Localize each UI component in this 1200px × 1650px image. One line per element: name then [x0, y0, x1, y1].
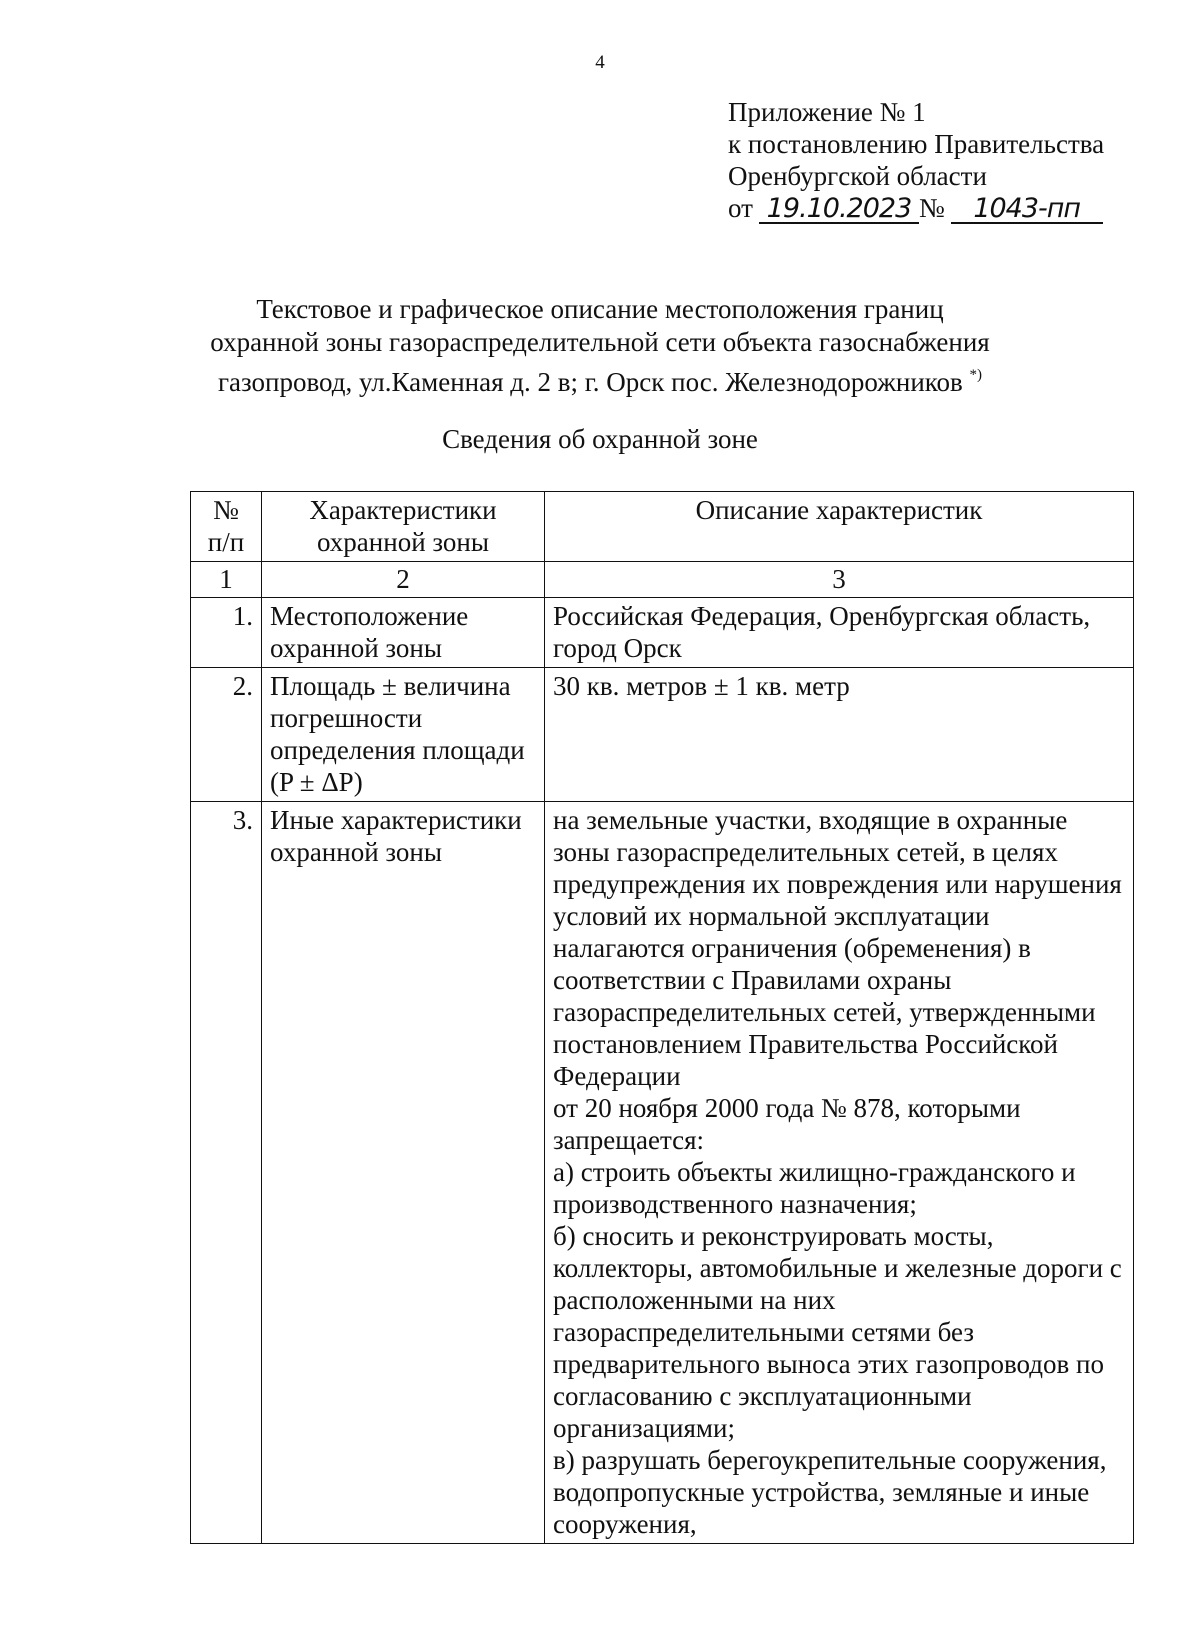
annex-title: Приложение № 1: [728, 97, 926, 127]
section-title: Сведения об охранной зоне: [442, 424, 758, 454]
header-description: Описание характеристик: [545, 492, 1134, 562]
description-paragraph: от 20 ноября 2000 года № 878, которыми запрещается:: [553, 1093, 1021, 1155]
row-number: 1.: [191, 598, 262, 668]
description-paragraph: а) строить объекты жилищно-гражданского и производственного назначения;: [553, 1157, 1076, 1219]
handwritten-date: 19.10.2023: [759, 196, 919, 224]
row-description: [545, 668, 1134, 802]
column-index-1: 1: [191, 562, 262, 598]
protection-zone-table: [190, 491, 1134, 1544]
column-index-3: 3: [545, 562, 1134, 598]
annex-line-resolution: к постановлению Правительства: [728, 129, 1105, 159]
row-description: [545, 802, 1134, 1544]
description-paragraph: Российская Федерация, Оренбургская область, город Орск: [553, 601, 1091, 663]
row-number: 3.: [191, 802, 262, 1544]
row-number: 2.: [191, 668, 262, 802]
title-line-2: охранной зоны газораспределительной сети объекта газоснабжения: [210, 327, 990, 357]
description-paragraph: в) разрушать берегоукрепительные сооружения, водопропускные устройства, земляные и иные сооружения,: [553, 1445, 1107, 1539]
page-number: 4: [595, 52, 605, 73]
table-row: [191, 668, 1134, 802]
column-index-row: [191, 562, 1134, 598]
row-characteristic: Иные характеристики охранной зоны: [262, 802, 545, 1544]
row-characteristic: Площадь ± величина погрешности определения площади (P ± ΔP): [262, 668, 545, 802]
description-paragraph: б) сносить и реконструировать мосты, коллекторы, автомобильные и железные дороги с расположенными на них газораспределительными сетями без предварительного выноса этих газопроводов по согласованию с эксплуатационными организациями;: [553, 1221, 1122, 1443]
footnote-mark: *): [969, 367, 983, 383]
header-number: № п/п: [191, 492, 262, 562]
annex-date-number-line: [728, 192, 1104, 224]
description-paragraph: 30 кв. метров ± 1 кв. метр: [553, 671, 850, 701]
title-line-1: Текстовое и графическое описание местоположения границ: [256, 294, 944, 324]
annex-block: [728, 96, 1104, 224]
date-prefix: от: [728, 193, 753, 223]
column-index-2: 2: [262, 562, 545, 598]
description-paragraph: на земельные участки, входящие в охранные зоны газораспределительных сетей, в целях предупреждения их повреждения или нарушения условий их нормальной эксплуатации налагаются ограничения (обременения) в соответствии с Правилами охраны газораспределительных сетей, утвержденными постановлением Правительства Российской Федерации: [553, 805, 1122, 1091]
table-row: [191, 802, 1134, 1544]
row-description: [545, 598, 1134, 668]
table-row: [191, 598, 1134, 668]
header-characteristic: Характеристики охранной зоны: [262, 492, 545, 562]
title-line-3-text: газопровод, ул.Каменная д. 2 в; г. Орск пос. Железнодорожников: [217, 367, 963, 397]
document-title: [0, 293, 1200, 399]
handwritten-number: 1043-пп: [951, 196, 1103, 224]
number-prefix: №: [918, 193, 945, 223]
table-header-row: [191, 492, 1134, 562]
row-characteristic: Местоположение охранной зоны: [262, 598, 545, 668]
annex-line-region: Оренбургской области: [728, 161, 987, 191]
title-line-3: [0, 359, 1200, 399]
